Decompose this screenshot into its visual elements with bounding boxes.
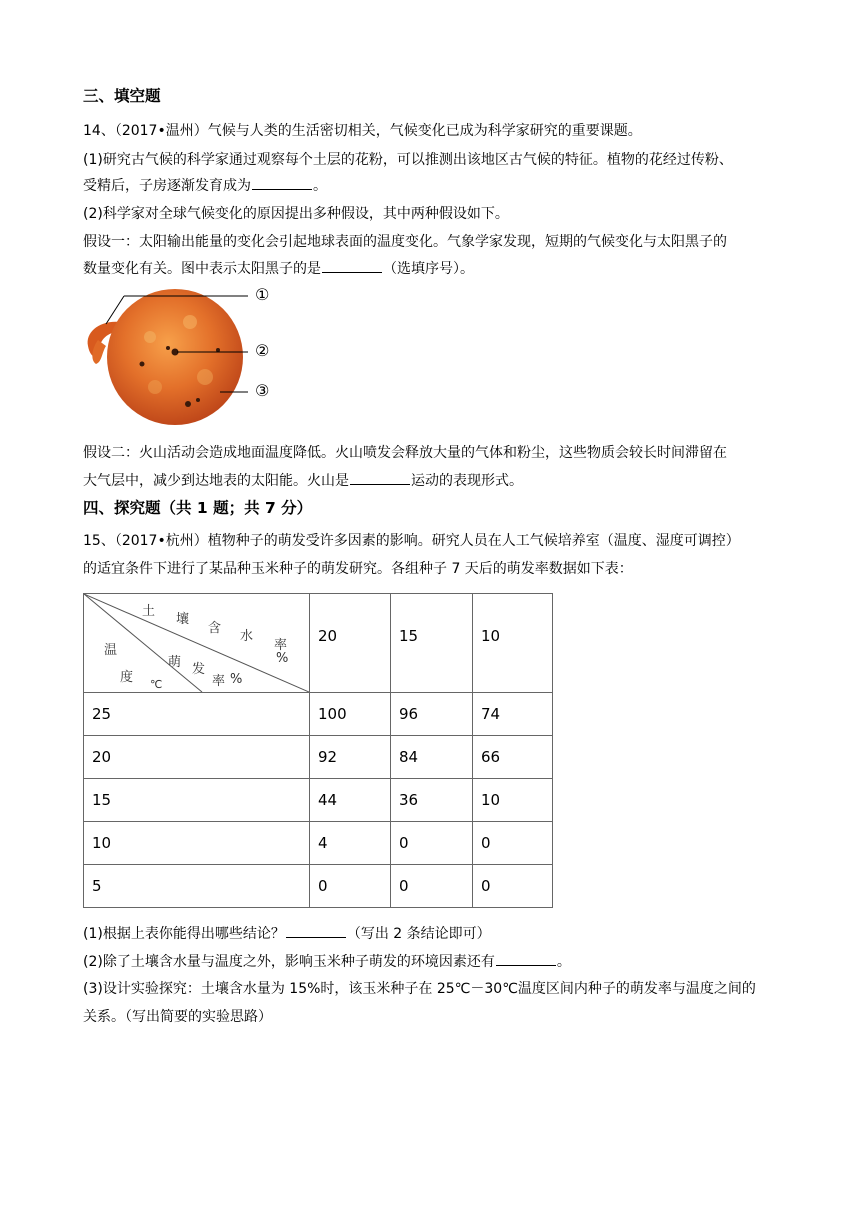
hdr-temp-char: 温 xyxy=(104,643,118,658)
q14-part1-line2 xyxy=(83,175,327,196)
label-2: ② xyxy=(255,341,270,360)
row-temp: 20 xyxy=(84,736,310,779)
diagonal-header-cell xyxy=(84,594,310,693)
hdr-rate-char: 萌 xyxy=(168,655,182,670)
q15-sub3-line2: 关系。（写出简要的实验思路） xyxy=(83,1009,272,1025)
q14-part1-end: 。 xyxy=(313,178,327,194)
table-cell: 100 xyxy=(310,693,391,736)
q14-h2-text: 大气层中，减少到达地表的太阳能。火山是 xyxy=(83,473,349,489)
hdr-rate-char: 率 xyxy=(212,674,226,689)
table-row xyxy=(84,693,553,736)
q15-factor-answer-blank[interactable] xyxy=(496,951,556,966)
col-header: 15 xyxy=(391,594,473,693)
row-temp: 5 xyxy=(84,865,310,908)
label-1: ① xyxy=(255,285,270,304)
hdr-soil-char: 土 xyxy=(142,604,156,619)
q15-conclusion-answer-blank[interactable] xyxy=(286,923,346,938)
section-4-title: 四、探究题（共 1 题；共 7 分） xyxy=(83,499,313,517)
table-cell: 44 xyxy=(310,779,391,822)
q15-intro-line1: 15、（2017•杭州）植物种子的萌发受许多因素的影响。研究人员在人工气候培养室（温度、湿度可调控） xyxy=(83,533,740,549)
q14-sunspot-answer-blank[interactable] xyxy=(322,258,382,273)
q14-volcano-answer-blank[interactable] xyxy=(350,470,410,485)
label-3: ③ xyxy=(255,381,270,400)
section-3-title: 三、填空题 xyxy=(83,87,161,105)
q15-sub1-text: (1)根据上表你能得出哪些结论？ xyxy=(83,926,285,942)
sun-disc xyxy=(107,289,243,425)
q14-hypothesis2-line2 xyxy=(83,470,523,491)
q14-hypothesis2-line1: 假设二：火山活动会造成地面温度降低。火山喷发会释放大量的气体和粉尘，这些物质会较长时间滞留在 xyxy=(83,445,727,461)
table-header-row xyxy=(84,594,553,693)
hdr-soil-char: 壤 xyxy=(176,612,190,627)
table-cell: 74 xyxy=(473,693,553,736)
q14-part1-line1: (1)研究古气候的科学家通过观察每个土层的花粉，可以推测出该地区古气候的特征。植物的花经过传粉、 xyxy=(83,152,733,168)
hdr-soil-unit: % xyxy=(276,651,289,666)
q14-part1-answer-blank[interactable] xyxy=(252,175,312,190)
table-cell: 0 xyxy=(310,865,391,908)
table-cell: 0 xyxy=(473,822,553,865)
table-cell: 66 xyxy=(473,736,553,779)
row-temp: 25 xyxy=(84,693,310,736)
table-row xyxy=(84,865,553,908)
table-cell: 4 xyxy=(310,822,391,865)
hdr-rate-unit: % xyxy=(230,672,243,687)
hdr-temp-unit: ℃ xyxy=(150,678,163,691)
col-header: 10 xyxy=(473,594,553,693)
q14-hypothesis1-line1: 假设一：太阳输出能量的变化会引起地球表面的温度变化。气象学家发现，短期的气候变化与太阳黑子的 xyxy=(83,234,727,250)
row-temp: 15 xyxy=(84,779,310,822)
q15-sub2 xyxy=(83,951,571,972)
table-row xyxy=(84,736,553,779)
q14-part2: (2)科学家对全球气候变化的原因提出多种假设，其中两种假设如下。 xyxy=(83,206,509,222)
q14-h1-text: 数量变化有关。图中表示太阳黑子的是 xyxy=(83,261,321,277)
hdr-soil-char: 含 xyxy=(208,621,222,636)
q14-h2-end: 运动的表现形式。 xyxy=(411,473,523,489)
table-cell: 10 xyxy=(473,779,553,822)
q15-intro-line2: 的适宜条件下进行了某品种玉米种子的萌发研究。各组种子 7 天后的萌发率数据如下表： xyxy=(83,561,633,577)
table-cell: 84 xyxy=(391,736,473,779)
table-row xyxy=(84,822,553,865)
q15-sub2-end: 。 xyxy=(556,954,571,970)
germination-table xyxy=(83,593,553,908)
col-header: 20 xyxy=(310,594,391,693)
hdr-soil-char: 水 xyxy=(240,629,254,644)
sun-figure xyxy=(80,282,280,432)
sun-diagram xyxy=(80,282,280,432)
table-cell: 0 xyxy=(391,865,473,908)
q14-h1-end: （选填序号）。 xyxy=(383,261,474,277)
q14-intro: 14、（2017•温州）气候与人类的生活密切相关，气候变化已成为科学家研究的重要课题。 xyxy=(83,123,642,139)
table-cell: 36 xyxy=(391,779,473,822)
hdr-temp-char: 度 xyxy=(120,670,134,685)
table-cell: 92 xyxy=(310,736,391,779)
q15-sub1-hint: （写出 2 条结论即可） xyxy=(346,926,491,942)
table-cell: 0 xyxy=(391,822,473,865)
q14-part1-text: 受精后，子房逐渐发育成为 xyxy=(83,178,251,194)
hdr-soil-char: 率 xyxy=(274,638,288,653)
q15-sub1 xyxy=(83,923,491,944)
q15-sub3-line1: (3)设计实验探究：土壤含水量为 15%时，该玉米种子在 25℃－30℃温度区间内种子的萌发率与温度之间的 xyxy=(83,981,756,997)
table-row xyxy=(84,779,553,822)
row-temp: 10 xyxy=(84,822,310,865)
hdr-rate-char: 发 xyxy=(192,662,206,677)
q14-hypothesis1-line2 xyxy=(83,258,474,279)
q15-sub2-text: (2)除了土壤含水量与温度之外，影响玉米种子萌发的环境因素还有 xyxy=(83,954,495,970)
table-cell: 0 xyxy=(473,865,553,908)
table-cell: 96 xyxy=(391,693,473,736)
